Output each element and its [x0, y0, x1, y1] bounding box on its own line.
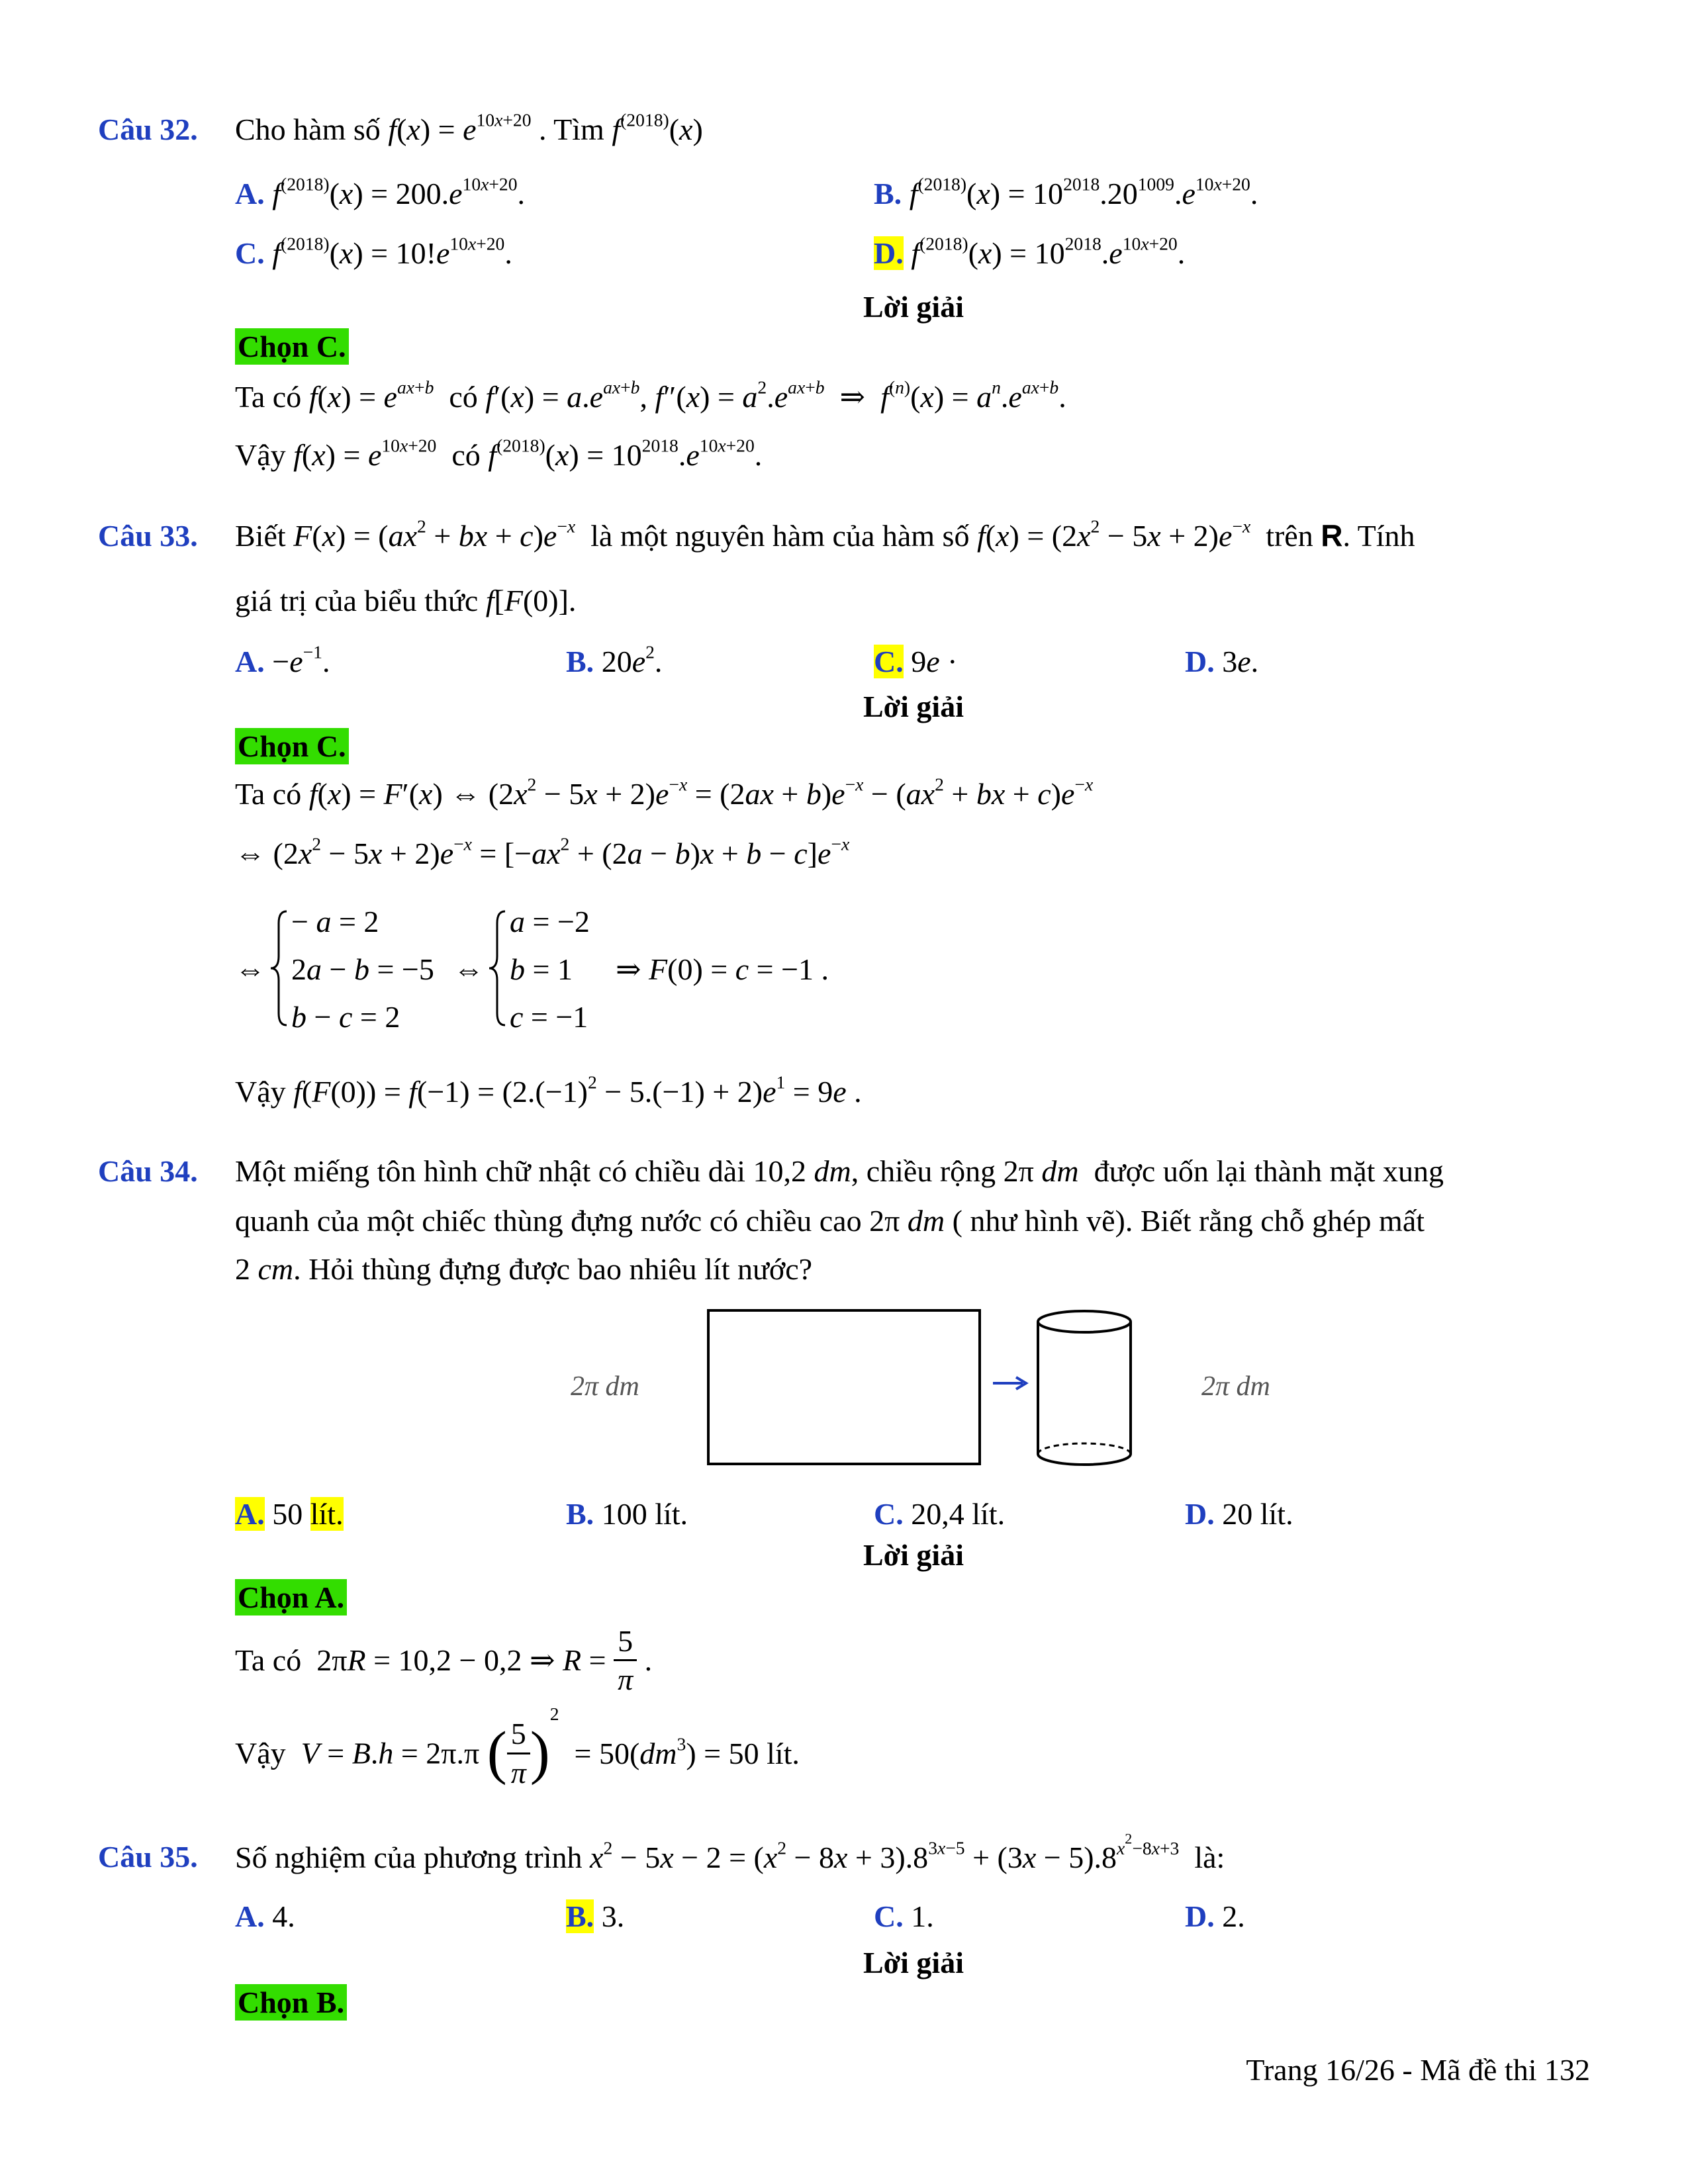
q34-sol-line2: Vậy V = B.h = 2π.π ( $\frac{5}{\pi}$ )$^2 = 50(dm^3) = 50$ lít. [235, 1704, 800, 1790]
q34-fig-label-right: 2π dm [1201, 1371, 1270, 1402]
q35-option-a-value: 4. [272, 1899, 295, 1933]
q32-option-a-label: A. [235, 177, 265, 210]
q33-option-c: C. 9e · [874, 645, 958, 678]
q33-option-a-label: A. [235, 645, 265, 678]
q32-option-c: C. $f^{(2018)}(x) = 10!e^{10x+20}$. [235, 233, 512, 270]
q34-option-b-label: B. [566, 1497, 594, 1531]
q34-stem-text5: ( như hình vẽ). Biết rằng chỗ ghép mất [952, 1204, 1425, 1238]
q35-option-b [566, 1898, 624, 1934]
q34-option-a-value: 50 [272, 1497, 303, 1531]
q32-loigiai: Lời giải [863, 290, 964, 324]
q34-stem-line3: 2 cm. Hỏi thùng đựng được bao nhiêu lít nước? [235, 1252, 813, 1286]
q35-option-a [235, 1898, 295, 1934]
q34-fraction: $\frac{5}{\pi}$ [614, 1623, 637, 1698]
q33-option-d-label: D. [1185, 645, 1215, 678]
q35-stem-text2: là: [1194, 1841, 1225, 1875]
q35-option-c [874, 1898, 934, 1934]
q32-sol-line2: Vậy $f(x) = e^{10x+20}$ có $f^{(2018)}(x) = 10^{2018}.e^{10x+20}$. [235, 435, 763, 472]
q34-option-d-label: D. [1185, 1497, 1215, 1531]
q32-option-d-label: D. [874, 236, 904, 270]
q32-option-b-label: B. [874, 177, 902, 210]
q34-option-a [235, 1496, 344, 1532]
q34-label: Câu 34. [98, 1154, 198, 1188]
q33-option-b-label: B. [566, 645, 594, 678]
q33-stem-text3: trên [1266, 519, 1313, 553]
q34-option-c [874, 1496, 1005, 1532]
q34-sol-unit: lít. [767, 1736, 800, 1770]
q34-chon: Chọn A. [235, 1579, 347, 1615]
q35-stem-text: Số nghiệm của phương trình [235, 1841, 583, 1875]
q32-sol-text2: có [449, 380, 478, 414]
q34-sol-text2: Vậy [235, 1736, 286, 1770]
q35-option-c-value: 1. [911, 1899, 934, 1933]
q35-chon: Chọn B. [235, 1984, 347, 2021]
q34-option-b [566, 1496, 688, 1532]
page-footer: Trang 16/26 - Mã đề thi 132 [1246, 2053, 1590, 2087]
q34-option-c-value: 20,4 lít. [911, 1497, 1006, 1531]
q32-option-d: D. $f^{(2018)}(x) = 10^{2018}.e^{10x+20}$. [874, 233, 1186, 270]
q34-option-d-value: 20 lít. [1222, 1497, 1293, 1531]
q33-stem-text5: giá trị của biểu thức [235, 584, 479, 617]
q33-stem-line2: giá trị của biểu thức f[F(0)]. [235, 584, 577, 617]
q34-stem-line1: Một miếng tôn hình chữ nhật có chiều dài 10,2 dm, chiều rộng 2π dm được uốn lại thành mặt xung [235, 1154, 1444, 1188]
q33-option-b: B. $20e^2$. [566, 641, 663, 678]
q32-option-b: B. $f^{(2018)}(x) = 10^{2018}.20^{1009}.e^{10x+20}$. [874, 173, 1258, 210]
q33-sol-text: Ta có [235, 777, 302, 811]
q34-rectangle [708, 1310, 980, 1464]
q33-stem: Biết $F(x) = (ax^2$ + bx + $c)e^{-x}$ là một nguyên hàm của hàm số $f(x) = (2x^2 - 5x + 2)e^{-x}$ trên R. Tính [235, 516, 1415, 553]
q32-option-a: A. $f^{(2018)}(x) = 200.e^{10x+20}$. [235, 173, 526, 210]
q32-sol-text3: Vậy [235, 438, 286, 472]
q33-stem-text2: là một nguyên hàm của hàm số [590, 519, 970, 553]
q33-sol-line2: ⇔ $(2x^2 - 5x + 2)e^{-x} = [-ax^2 + (2a - b)x + b - c]e^{-x}$ [235, 833, 850, 870]
q35-label: Câu 35. [98, 1840, 198, 1874]
q32-chon: Chọn C. [235, 328, 349, 365]
q34-loigiai: Lời giải [863, 1538, 964, 1572]
q34-option-a-unit: lít. [310, 1497, 344, 1531]
q32-stem-text2: . Tìm [539, 113, 604, 146]
q34-option-b-value: 100 lít. [601, 1497, 688, 1531]
q35-loigiai: Lời giải [863, 1946, 964, 1979]
q33-sol-line1: Ta có f(x) = F′(x) ⇔ $(2x^2 - 5x + 2)e^{-x} = (2ax + b)e^{-x} - (ax^2$ + bx + $c)e^{-x}$ [235, 774, 1094, 811]
q33-label: Câu 33. [98, 519, 198, 553]
q32-label: Câu 32. [98, 113, 198, 146]
q34-option-d [1185, 1496, 1293, 1532]
q33-real-set: R [1321, 518, 1343, 553]
q34-stem-text: Một miếng tôn hình chữ nhật có chiều dài [235, 1154, 745, 1188]
q32-sol-text: Ta có [235, 380, 302, 414]
q34-option-c-label: C. [874, 1497, 904, 1531]
q34-fig-label-left: 2π dm [571, 1371, 639, 1402]
q35-option-c-label: C. [874, 1899, 904, 1933]
q33-stem-text: Biết [235, 519, 286, 553]
q33-option-d: D. 3e. [1185, 645, 1259, 678]
q34-stem-text6: . Hỏi thùng đựng được bao nhiêu lít nước? [293, 1252, 813, 1286]
q32-sol-text4: có [451, 438, 481, 472]
q34-sol-line1: Ta có 2πR = 10,2 − 0,2 ⇒ R = $\frac{5}{\pi}$ . [235, 1623, 652, 1696]
q34-cylinder [1038, 1311, 1131, 1465]
q35-option-b-value: 3. [601, 1899, 625, 1933]
q32-sol-line1: Ta có $f(x) = e^{ax+b}$ có $f'(x) = a.e^{ax+b}$, $f''(x) = a^2.e^{ax+b}$ ⇒ $f^{(n)}(x) = a^n.e^{ax+b}$. [235, 377, 1066, 414]
q34-sol-text: Ta có [235, 1643, 302, 1678]
q33-option-a: A. $-e^{-1}$. [235, 641, 330, 678]
q33-option-c-label: C. [874, 645, 904, 678]
q34-stem-text2: , chiều rộng [851, 1154, 996, 1188]
q32-option-c-label: C. [235, 236, 265, 270]
q33-loigiai: Lời giải [863, 690, 964, 723]
q34-option-a-label: A. [235, 1497, 265, 1531]
q34-figure [702, 1307, 1231, 1479]
q33-chon: Chọn C. [235, 728, 349, 764]
q35-option-d-value: 2. [1222, 1899, 1245, 1933]
q35-option-a-label: A. [235, 1899, 265, 1933]
q33-sol-line3: Vậy $f(F(0)) = f(-1) = (2.(-1)^2 - 5.(-1) + 2)e^1 = 9e$ . [235, 1071, 862, 1109]
q34-stem-line2: quanh của một chiếc thùng đựng nước có chiều cao 2π dm ( như hình vẽ). Biết rằng chỗ ghép mất [235, 1204, 1425, 1238]
q34-stem-text4: quanh của một chiếc thùng đựng nước có chiều cao [235, 1204, 862, 1238]
q33-sol-text2: Vậy [235, 1075, 286, 1109]
q35-stem: Số nghiệm của phương trình $x^2 - 5x - 2 = (x^2 - 8x + 3).8^{3x-5} + (3x - 5).8^{x^2-8x+3}$ là: [235, 1830, 1225, 1875]
q32-stem: Cho hàm số $f(x) = e^{10x+20}$ . Tìm $f^{(2018)}(x)$ [235, 109, 703, 146]
q35-option-b-label: B. [566, 1899, 594, 1933]
q35-option-d [1185, 1898, 1245, 1934]
q33-stem-text4: . Tính [1342, 519, 1415, 553]
q32-stem-text: Cho hàm số [235, 113, 381, 146]
q35-option-d-label: D. [1185, 1899, 1215, 1933]
q34-stem-text3: được uốn lại thành mặt xung [1094, 1154, 1444, 1188]
